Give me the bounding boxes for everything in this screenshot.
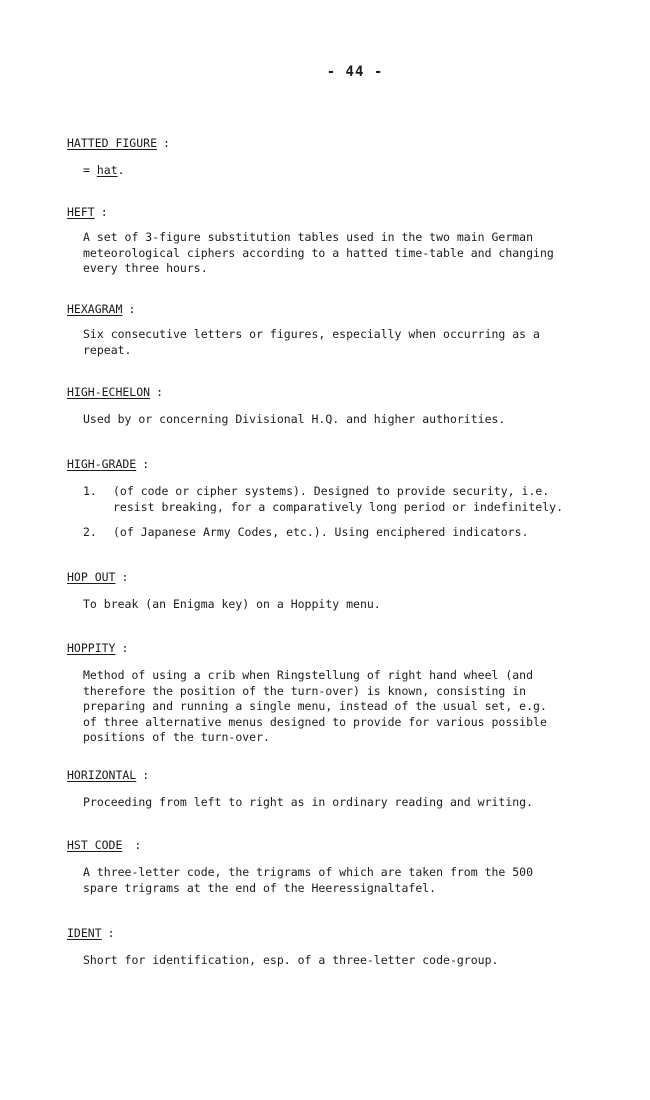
- def-suffix: .: [117, 163, 125, 177]
- entry-definition: [83, 412, 607, 428]
- item-number: 2.: [83, 525, 97, 540]
- term-colon: :: [163, 136, 170, 150]
- term-label: HOP OUT: [67, 570, 116, 584]
- term-colon: :: [142, 768, 150, 782]
- entry-definition: [83, 327, 607, 358]
- definition-line: Used by or concerning Divisional H.Q. and higher authorities.: [83, 412, 506, 426]
- term-label: HIGH-GRADE: [67, 457, 137, 471]
- glossary-entry-ident: [67, 925, 607, 969]
- definition-line: preparing and running a single menu, instead of the usual set, e.g.: [83, 699, 547, 714]
- item-number: 1.: [83, 484, 97, 498]
- term-label: HIGH-ECHELON: [67, 385, 151, 399]
- term-label: HST CODE: [67, 838, 123, 852]
- term-colon: :: [121, 570, 129, 584]
- definition-line: (of Japanese Army Codes, etc.). Using enciphered indicators.: [113, 525, 529, 540]
- term-label: HATTED FIGURE: [67, 136, 158, 150]
- entry-definition: [83, 795, 607, 811]
- glossary-entry-hop-out: [67, 569, 607, 613]
- definition-line: repeat.: [83, 342, 132, 357]
- glossary-entry-horizontal: [67, 767, 607, 811]
- def-prefix: =: [83, 163, 97, 177]
- entry-term: [67, 640, 607, 656]
- page-number: - 44 -: [326, 64, 384, 80]
- definition-line: Short for identification, esp. of a three-letter code-group.: [83, 953, 499, 967]
- term-colon: :: [107, 926, 115, 940]
- entry-term: [67, 301, 607, 317]
- entry-definition: [83, 865, 607, 896]
- term-colon: :: [134, 838, 142, 852]
- definition-line: meteorological ciphers according to a hatted time-table and changing: [83, 245, 554, 260]
- glossary-entry-hatted-figure: [67, 135, 607, 179]
- entry-term: [67, 135, 607, 151]
- term-colon: :: [128, 302, 136, 316]
- entry-term: [67, 384, 607, 400]
- term-label: HEFT: [67, 205, 95, 219]
- entry-definition: [83, 230, 607, 277]
- definition-line: Proceeding from left to right as in ordinary reading and writing.: [83, 795, 534, 809]
- term-colon: :: [100, 205, 108, 219]
- term-colon: :: [121, 641, 129, 655]
- definition-line: (of code or cipher systems). Designed to provide security, i.e.: [113, 484, 550, 498]
- term-label: HORIZONTAL: [67, 768, 137, 782]
- numbered-definition: [83, 525, 607, 541]
- entry-term: [67, 569, 607, 585]
- definition-line: Method of using a crib when Ringstellung of right hand wheel (and: [83, 668, 534, 682]
- entry-definition: [83, 597, 607, 613]
- definition-line: A three-letter code, the trigrams of which are taken from the 500: [83, 865, 534, 879]
- term-colon: :: [142, 457, 150, 471]
- entry-term: [67, 204, 607, 220]
- definition-line: every three hours.: [83, 261, 208, 276]
- entry-term: [67, 837, 607, 853]
- glossary-entry-high-grade: [67, 456, 607, 541]
- term-label: HOPPITY: [67, 641, 116, 655]
- glossary-entry-hst-code: [67, 837, 607, 896]
- definition-line: of three alternative menus designed to provide for various possible: [83, 714, 547, 729]
- term-label: HEXAGRAM: [67, 302, 123, 316]
- definition-line: resist breaking, for a comparatively long period or indefinitely.: [113, 499, 564, 514]
- definition-line: A set of 3-figure substitution tables used in the two main German: [83, 230, 534, 244]
- glossary-entry-hoppity: [67, 640, 607, 746]
- glossary-entry-hexagram: [67, 301, 607, 358]
- definition-line: Six consecutive letters or figures, especially when occurring as a: [83, 327, 540, 341]
- definition-line: positions of the turn-over.: [83, 730, 270, 745]
- numbered-definition: [83, 484, 607, 515]
- definition-line: To break (an Enigma key) on a Hoppity menu.: [83, 597, 381, 611]
- entry-definition: [83, 668, 607, 746]
- def-word: hat: [96, 163, 118, 177]
- entry-term: [67, 456, 607, 472]
- term-label: IDENT: [67, 926, 102, 940]
- entry-definition: [83, 953, 607, 969]
- entry-definition: [83, 163, 607, 179]
- entry-term: [67, 767, 607, 783]
- entry-term: [67, 925, 607, 941]
- glossary-entry-heft: [67, 204, 607, 277]
- definition-line: spare trigrams at the end of the Heeressignaltafel.: [83, 880, 437, 895]
- glossary-entry-high-echelon: [67, 384, 607, 428]
- definition-line: therefore the position of the turn-over) is known, consisting in: [83, 683, 527, 698]
- term-colon: :: [156, 385, 164, 399]
